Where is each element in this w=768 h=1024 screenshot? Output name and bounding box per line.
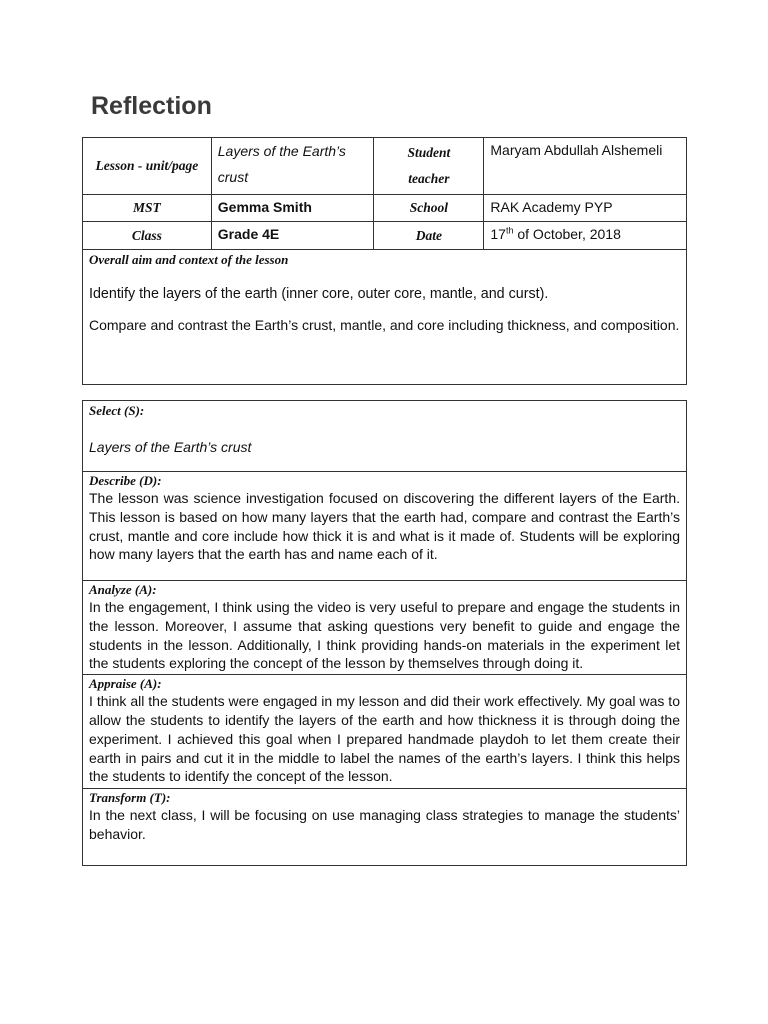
analyze-label: Analyze (A): xyxy=(89,582,157,597)
transform-section xyxy=(83,789,687,866)
page-title: Reflection xyxy=(91,92,212,120)
date-value xyxy=(484,222,687,250)
student-teacher-label: Student teacher xyxy=(374,138,484,195)
date-day: 17 xyxy=(490,226,506,242)
mst-value: Gemma Smith xyxy=(211,195,374,222)
student-teacher-value: Maryam Abdullah Alshemeli xyxy=(484,138,687,195)
describe-text: The lesson was science investigation focused on discovering the different layers of the Earth. This lesson is based on how many layers that the earth had, compare and contrast the Earth’s crust, mantle and core include how thick it is and what is it made of. Students will be exploring how many layers that the earth has and name each of it. xyxy=(89,490,680,563)
lesson-value: Layers of the Earth’s crust xyxy=(211,138,374,195)
date-label: Date xyxy=(374,222,484,250)
appraise-text: I think all the students were engaged in my lesson and did their work effectively. My goal was to allow the students to identify the layers of the earth and how thickness it is through doing the experiment. I achieved this goal when I prepared handmade playdoh to let them create their earth in pairs and cut it in the middle to label the names of the earth’s layers. I think this helps the students to identify the concept of the lesson. xyxy=(89,693,680,785)
analyze-section xyxy=(83,581,687,675)
date-rest: of October, 2018 xyxy=(513,226,621,242)
aim-line-1: Identify the layers of the earth (inner core, outer core, mantle, and curst). xyxy=(89,286,549,302)
mst-label: MST xyxy=(83,195,212,222)
describe-label: Describe (D): xyxy=(89,473,162,488)
transform-label: Transform (T): xyxy=(89,790,171,806)
class-label: Class xyxy=(83,222,212,250)
class-value: Grade 4E xyxy=(211,222,374,250)
transform-text: In the next class, I will be focusing on use managing class strategies to manage the students’ behavior. xyxy=(89,807,680,842)
analyze-text: In the engagement, I think using the video is very useful to prepare and engage the students in the lesson. Moreover, I assume that asking questions very benefit to guide and engage the students in the lesson. Additionally, I think providing hands-on materials in the experiment let the students exploring the concept of the lesson by themselves through doing it. xyxy=(89,599,680,672)
describe-section xyxy=(83,472,687,581)
appraise-label: Appraise (A): xyxy=(89,676,162,692)
select-label: Select (S): xyxy=(89,403,145,418)
select-text: Layers of the Earth’s crust xyxy=(89,439,252,455)
aim-line-2: Compare and contrast the Earth’s crust, mantle, and core including thickness, and composition. xyxy=(89,317,680,333)
aim-label: Overall aim and context of the lesson xyxy=(89,252,289,267)
reflection-sections-table xyxy=(82,400,687,866)
lesson-label: Lesson - unit/page xyxy=(83,138,212,195)
overall-aim-cell xyxy=(83,250,687,385)
lesson-info-table xyxy=(82,137,687,385)
date-suffix: th xyxy=(505,225,514,236)
school-value: RAK Academy PYP xyxy=(484,195,687,222)
select-section xyxy=(83,401,687,472)
school-label: School xyxy=(374,195,484,222)
appraise-section xyxy=(83,675,687,789)
